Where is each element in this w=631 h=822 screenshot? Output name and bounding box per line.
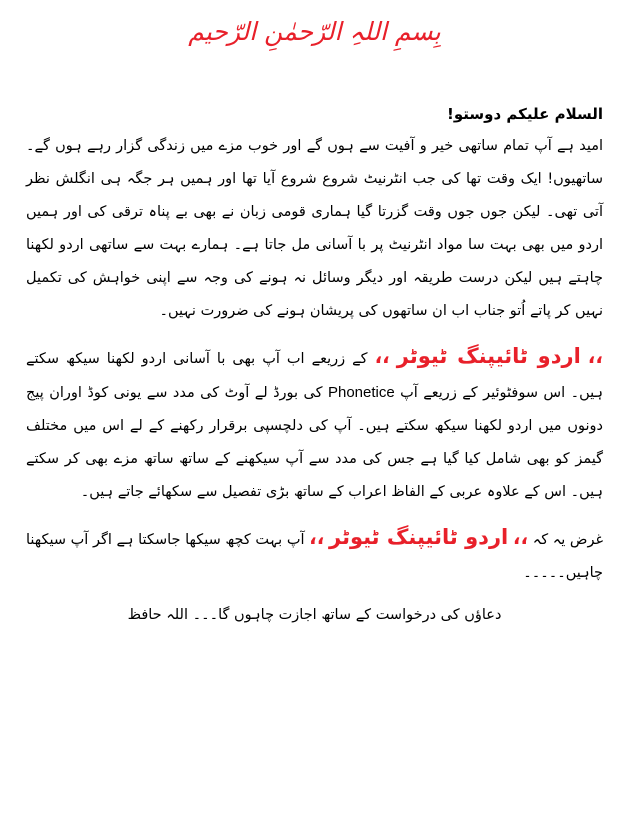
software-title: اردو ٹائیپنگ ٹیوٹر	[396, 344, 581, 368]
closing-line: دعاؤں کی درخواست کے ساتھ اجازت چاہوں گا۔۔۔ اللہ حافظ	[127, 607, 502, 623]
summary-software-title: اردو ٹائیپنگ ٹیوٹر	[329, 525, 509, 549]
title-quote-close: ،،	[374, 344, 390, 368]
summary-lead: غرض یہ کہ	[532, 532, 604, 548]
tutor-text-part-1: کے زریعے اب آپ بھی با آسانی اردو لکھنا سیکھ سکتے ہیں۔ اس سوفٹوئیر کے زریعے آپ	[26, 351, 603, 401]
tutor-text-part-2: کی بورڈ لے آوٹ کی مدد سے یونی کوڈ اوران پیج دونوں میں اردو لکھنا سیکھ سکتے ہیں۔ آپ کی دلچسپی برقرار رکھنے کے لے اس میں مختلف گیمز کو بھی شامل کیا گیا ہے جس کی مدد سے آپ سیکھنے کے ساتھ ساتھ مزے بھی کر سکتے ہیں۔ اس کے علاوہ عربی کے الفاظ اعراب کے ساتھ بڑی تفصیل سے سکھائے جاتے ہیں۔	[26, 385, 603, 500]
summary-paragraph	[26, 521, 603, 590]
title-quote-open: ،،	[587, 344, 603, 368]
intro-paragraph: امید ہے آپ تمام ساتھی خیر و آفیت سے ہوں گے اور خوب مزے میں زندگی گزار رہے ہوں گے۔ ساتھیوں! ایک وقت تھا کی جب انٹرنیٹ شروع شروع آیا تھا اور ہمیں ہر جگہ ہی انگلش نظر آتی تھی۔ لیکن جوں جوں وقت گزرتا گیا ہماری قومی زبان نے بھی بے پناہ ترقی کی اور ہمیں اردو میں بھی بہت سا مواد انٹرنیٹ پر با آسانی مل جاتا ہے۔ ہمارے بہت سے ساتھی اردو لکھنا چاہتے ہیں لیکن درست طریقہ اور دیگر وسائل نہ ہونے کی وجہ سے اپنی خواہش کی تکمیل نہیں کر پاتے اُتو جناب اب ان ساتھوں کی پریشان ہونے کی ضرورت نہیں۔	[26, 138, 603, 319]
summary-quote-open: ،،	[512, 525, 529, 549]
phonetic-keyword: Phonetice	[327, 384, 395, 401]
greeting: السلام علیکم دوستو!	[447, 105, 603, 123]
summary-quote-close: ،،	[309, 525, 325, 549]
summary-text: آپ بہت کچھ سیکھا جاسکتا ہے اگر آپ سیکھنا چاہیں۔۔۔۔۔	[26, 532, 603, 581]
bismillah-calligraphy: بِسمِ اللہِ الرّحمٰنِ الرّحیم	[188, 17, 441, 46]
tutor-paragraph	[26, 340, 603, 509]
